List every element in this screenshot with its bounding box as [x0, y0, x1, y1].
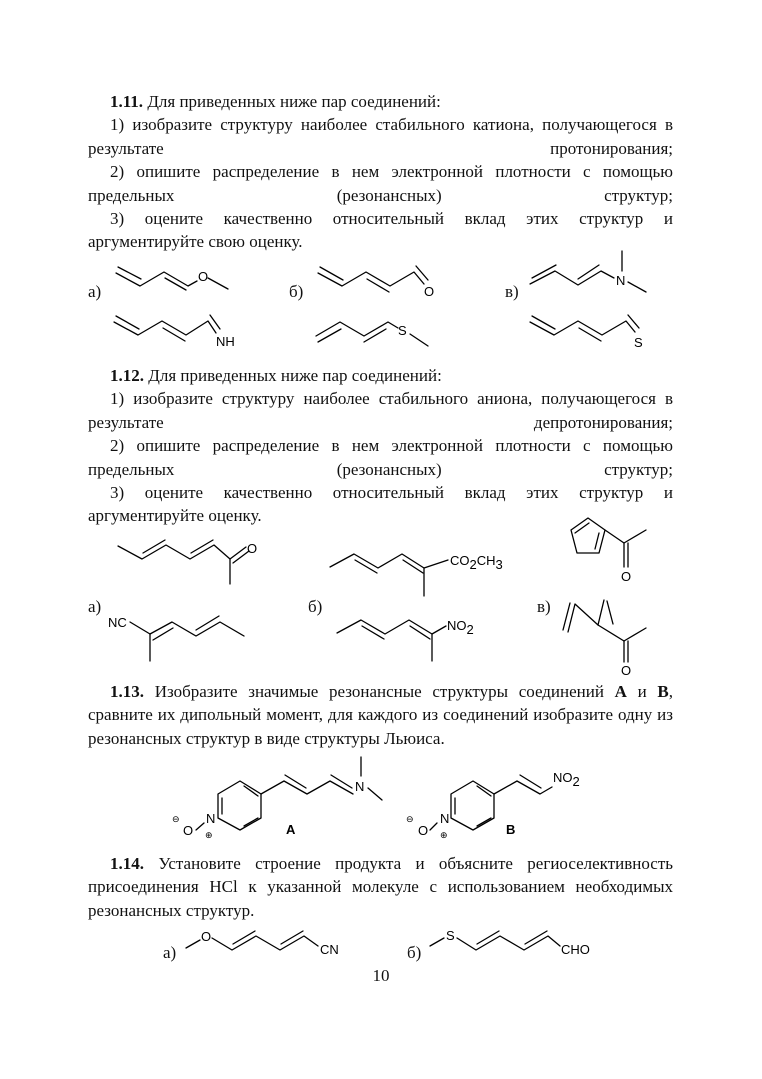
text-part: , сравните их дипольный момент, для каждого из соединений изобразите одну из резонансных структур в виде структуры Льюиса.	[88, 682, 673, 748]
oxygen-atom: O	[424, 284, 435, 299]
text-part: и	[637, 682, 647, 701]
intro-text: Для приведенных ниже пар соединений:	[148, 366, 442, 385]
plus-charge: ⊕	[440, 830, 448, 840]
problem-number: 1.13.	[110, 682, 144, 701]
compound-a-ref: A	[614, 682, 627, 701]
label-a: а)	[163, 943, 177, 962]
sulfur-atom: S	[446, 928, 455, 943]
compound-a-label: A	[286, 822, 296, 837]
oxygen-atom: O	[418, 823, 429, 838]
nitrogen-atom: N	[355, 779, 365, 794]
minus-charge: ⊖	[172, 814, 180, 824]
problem-number: 1.14.	[110, 854, 144, 873]
text-part: Изобразите значимые резонансные структуры соединений	[154, 682, 604, 701]
label-a: а)	[88, 282, 102, 301]
structure-methylthio-dienal	[430, 928, 590, 957]
item-2: 2) опишите распределение в нем электронной плотности с помощью предельных (резонансных) структур;	[88, 436, 673, 479]
problem-number: 1.12.	[110, 366, 144, 385]
nitrogen-atom: N	[440, 811, 450, 826]
nitro-group: NO2	[553, 770, 580, 789]
oxygen-atom: O	[247, 541, 258, 556]
oxygen-atom: O	[198, 269, 209, 284]
item-1: 1) изобразите структуру наиболее стабильного катиона, получающегося в результате протонирования;	[88, 115, 673, 158]
nitro-group: NO2	[447, 618, 474, 637]
label-v: в)	[537, 597, 551, 616]
item-3: 3) оцените качественно относительный вклад этих структур и аргументируйте свою оценку.	[88, 209, 673, 252]
item-3: 3) оцените качественно относительный вклад этих структур и аргументируйте оценку.	[88, 483, 673, 526]
nitrogen-atom: N	[616, 273, 626, 288]
problem-number: 1.11.	[110, 92, 144, 111]
imine-nh-group: NH	[216, 334, 235, 349]
label-b: б)	[308, 597, 323, 616]
aldehyde-group: CHO	[561, 942, 590, 957]
compound-b-label: B	[506, 822, 516, 837]
nitrile-group: CN	[320, 942, 339, 957]
sulfur-atom: S	[398, 323, 407, 338]
oxygen-atom: O	[183, 823, 194, 838]
text-part: Установите строение продукта и объясните региоселективность присоединения HCl к указанной молекуле с использованием необходимых резонансных структур.	[88, 854, 674, 920]
ester-group: CO2CH3	[450, 553, 503, 572]
page-number: 10	[372, 966, 390, 985]
plus-charge: ⊕	[205, 830, 213, 840]
compound-b-ref: B	[657, 682, 669, 701]
nitrogen-atom: N	[206, 811, 216, 826]
sulfur-atom: S	[634, 335, 643, 350]
intro-text: Для приведенных ниже пар соединений:	[147, 92, 441, 111]
minus-charge: ⊖	[406, 814, 414, 824]
label-b: б)	[407, 943, 422, 962]
nitrile-group: NC	[108, 615, 127, 630]
item-2: 2) опишите распределение в нем электронной плотности с помощью предельных (резонансных) структур;	[88, 162, 673, 205]
label-v: в)	[505, 282, 519, 301]
label-a: а)	[88, 597, 102, 616]
item-1: 1) изобразите структуру наиболее стабильного аниона, получающегося в результате депротонирования;	[88, 389, 673, 432]
structure-methoxy-dienenitrile	[186, 929, 339, 957]
label-b: б)	[289, 282, 304, 301]
oxygen-atom: O	[201, 929, 212, 944]
oxygen-atom: O	[621, 569, 632, 584]
oxygen-atom: O	[621, 663, 632, 678]
